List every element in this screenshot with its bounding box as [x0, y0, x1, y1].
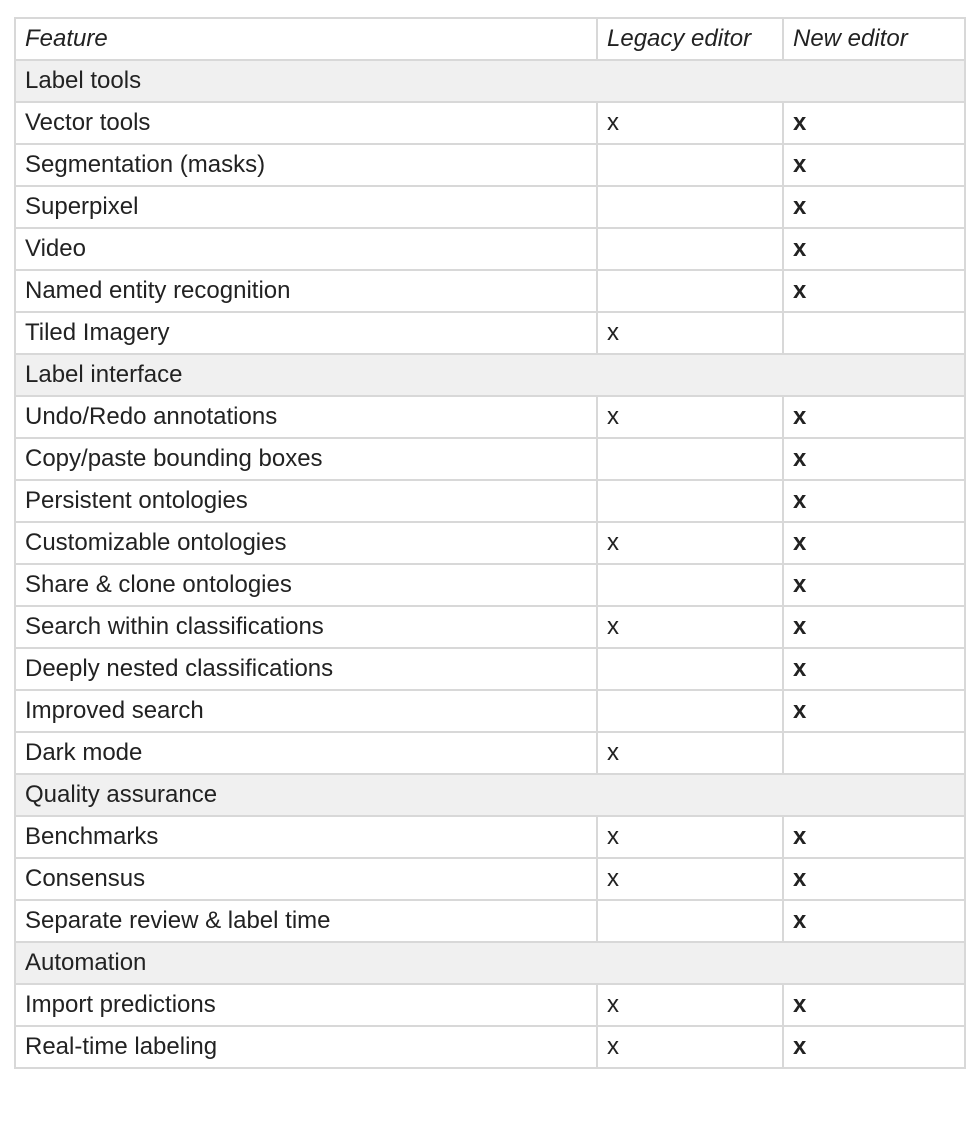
new-editor-cell: x [783, 984, 965, 1026]
table-row [15, 396, 965, 438]
table-row [15, 102, 965, 144]
table-row [15, 270, 965, 312]
table-row [15, 186, 965, 228]
table-header-row [15, 18, 965, 60]
legacy-editor-cell [597, 900, 783, 942]
new-editor-cell: x [783, 858, 965, 900]
legacy-editor-cell [597, 186, 783, 228]
new-editor-cell: x [783, 186, 965, 228]
table-row [15, 564, 965, 606]
feature-cell: Persistent ontologies [15, 480, 597, 522]
legacy-editor-cell: x [597, 522, 783, 564]
new-editor-cell: x [783, 900, 965, 942]
feature-cell: Deeply nested classifications [15, 648, 597, 690]
table-row [15, 228, 965, 270]
feature-comparison-table [14, 17, 966, 1069]
table-row [15, 606, 965, 648]
section-header-row [15, 774, 965, 816]
legacy-editor-cell [597, 690, 783, 732]
new-editor-cell: x [783, 144, 965, 186]
new-editor-cell [783, 312, 965, 354]
new-editor-cell: x [783, 270, 965, 312]
table-row [15, 732, 965, 774]
legacy-editor-cell: x [597, 312, 783, 354]
feature-cell: Copy/paste bounding boxes [15, 438, 597, 480]
legacy-editor-cell: x [597, 396, 783, 438]
new-editor-cell: x [783, 1026, 965, 1068]
feature-cell: Share & clone ontologies [15, 564, 597, 606]
feature-cell: Benchmarks [15, 816, 597, 858]
feature-cell: Superpixel [15, 186, 597, 228]
header-legacy-editor: Legacy editor [597, 18, 783, 60]
new-editor-cell: x [783, 522, 965, 564]
feature-cell: Undo/Redo annotations [15, 396, 597, 438]
feature-cell: Improved search [15, 690, 597, 732]
feature-cell: Search within classifications [15, 606, 597, 648]
feature-comparison-table-container [14, 17, 966, 1069]
table-row [15, 144, 965, 186]
new-editor-cell: x [783, 648, 965, 690]
feature-cell: Tiled Imagery [15, 312, 597, 354]
feature-cell: Vector tools [15, 102, 597, 144]
section-header-row [15, 60, 965, 102]
table-body [15, 60, 965, 1068]
new-editor-cell [783, 732, 965, 774]
legacy-editor-cell [597, 480, 783, 522]
section-label: Quality assurance [15, 774, 965, 816]
legacy-editor-cell [597, 228, 783, 270]
legacy-editor-cell [597, 144, 783, 186]
table-row [15, 816, 965, 858]
table-row [15, 522, 965, 564]
legacy-editor-cell: x [597, 858, 783, 900]
section-header-row [15, 942, 965, 984]
legacy-editor-cell: x [597, 984, 783, 1026]
new-editor-cell: x [783, 690, 965, 732]
feature-cell: Dark mode [15, 732, 597, 774]
feature-cell: Consensus [15, 858, 597, 900]
feature-cell: Customizable ontologies [15, 522, 597, 564]
legacy-editor-cell [597, 438, 783, 480]
feature-cell: Import predictions [15, 984, 597, 1026]
new-editor-cell: x [783, 228, 965, 270]
table-row [15, 648, 965, 690]
new-editor-cell: x [783, 606, 965, 648]
feature-cell: Named entity recognition [15, 270, 597, 312]
legacy-editor-cell [597, 648, 783, 690]
new-editor-cell: x [783, 438, 965, 480]
table-row [15, 690, 965, 732]
section-label: Label interface [15, 354, 965, 396]
table-row [15, 900, 965, 942]
legacy-editor-cell: x [597, 816, 783, 858]
table-row [15, 1026, 965, 1068]
legacy-editor-cell: x [597, 1026, 783, 1068]
section-header-row [15, 354, 965, 396]
new-editor-cell: x [783, 564, 965, 606]
legacy-editor-cell: x [597, 732, 783, 774]
feature-cell: Separate review & label time [15, 900, 597, 942]
table-row [15, 480, 965, 522]
section-label: Label tools [15, 60, 965, 102]
legacy-editor-cell: x [597, 606, 783, 648]
new-editor-cell: x [783, 102, 965, 144]
new-editor-cell: x [783, 396, 965, 438]
table-row [15, 984, 965, 1026]
table-row [15, 858, 965, 900]
header-feature: Feature [15, 18, 597, 60]
new-editor-cell: x [783, 816, 965, 858]
table-row [15, 312, 965, 354]
feature-cell: Video [15, 228, 597, 270]
table-row [15, 438, 965, 480]
legacy-editor-cell [597, 564, 783, 606]
legacy-editor-cell [597, 270, 783, 312]
feature-cell: Real-time labeling [15, 1026, 597, 1068]
legacy-editor-cell: x [597, 102, 783, 144]
new-editor-cell: x [783, 480, 965, 522]
feature-cell: Segmentation (masks) [15, 144, 597, 186]
section-label: Automation [15, 942, 965, 984]
header-new-editor: New editor [783, 18, 965, 60]
